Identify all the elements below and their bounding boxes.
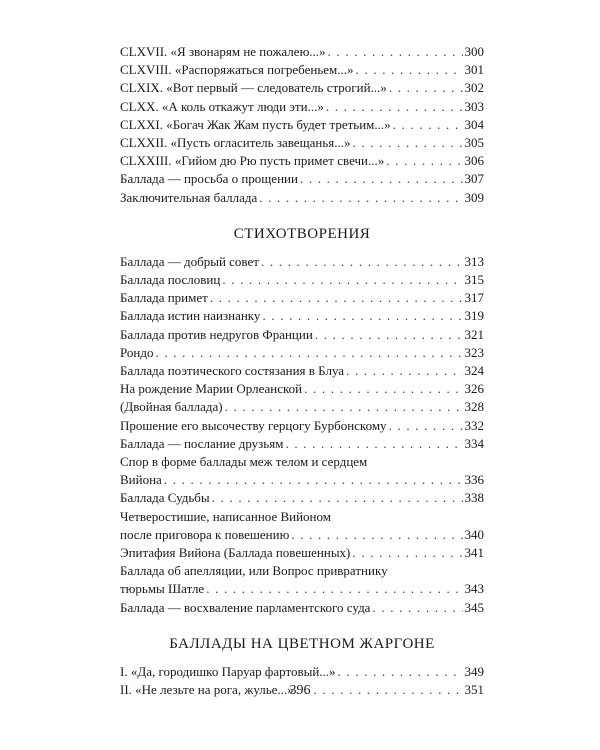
toc-entry-page: 349: [464, 663, 484, 679]
toc-entry-title: CLXX. «А коль откажут люди эти...»: [120, 98, 324, 114]
toc-entry-page: 341: [464, 545, 484, 561]
leader-dots: [164, 471, 463, 489]
toc-entry-page: 302: [464, 80, 484, 96]
toc-entry-page: 304: [464, 116, 484, 132]
toc-entry-title: тюрьмы Шатле: [120, 581, 205, 597]
toc-entry: [120, 344, 484, 362]
table-of-contents: [120, 43, 484, 699]
toc-entry-title: Баллада Судьбы: [120, 490, 210, 506]
toc-entry: [120, 663, 484, 681]
toc-entry-page: 317: [464, 290, 484, 306]
section-heading-jargon-ballads: БАЛЛАДЫ НА ЦВЕТНОМ ЖАРГОНЕ: [169, 635, 435, 652]
leader-dots: [261, 253, 463, 271]
toc-entry-title: CLXVII. «Я звонарям не пожалею...»: [120, 44, 326, 59]
toc-entry-page: 328: [464, 399, 484, 415]
toc-entry-page: 343: [464, 581, 484, 597]
leader-dots: [352, 544, 462, 562]
toc-entry-title: Баллада истин наизнанку: [120, 308, 261, 324]
leader-dots: [315, 326, 463, 344]
leader-dots: [291, 526, 462, 544]
toc-entry: [120, 435, 484, 453]
toc-entry-title-line1: Баллада об апелляции, или Вопрос привратнику: [120, 563, 388, 579]
toc-entry-page: 334: [464, 435, 484, 451]
leader-dots: [372, 599, 462, 617]
toc-group-poems: [120, 253, 484, 617]
toc-entry-page: 309: [464, 189, 484, 205]
toc-entry: [120, 79, 484, 97]
toc-entry: [120, 170, 484, 188]
toc-entry-title: (Двойная баллада): [120, 399, 223, 415]
leader-dots: [328, 43, 463, 61]
toc-entry: [120, 471, 484, 489]
toc-entry-page: 307: [464, 171, 484, 187]
leader-dots: [304, 380, 462, 398]
toc-entry-title: Заключительная баллада: [120, 189, 258, 205]
toc-entry-page: 319: [464, 308, 484, 324]
toc-entry-title: Вийона: [120, 472, 162, 488]
toc-entry-page: 323: [464, 344, 484, 360]
toc-entry-title: На рождение Марии Орлеанской: [120, 381, 303, 397]
toc-entry-page: 313: [464, 253, 484, 269]
leader-dots: [393, 116, 463, 134]
toc-entry-page: 338: [464, 490, 484, 506]
toc-entry-page: 324: [464, 363, 484, 379]
toc-entry-page: 340: [464, 526, 484, 542]
toc-entry-page: 345: [464, 599, 484, 615]
section-heading-poems: СТИХОТВОРЕНИЯ: [233, 225, 371, 242]
toc-entry-title: Баллада против недругов Франции: [120, 326, 313, 342]
toc-entry-title: CLXXII. «Пусть огласитель завещанья...»: [120, 135, 351, 151]
toc-entry: [120, 43, 484, 61]
leader-dots: [210, 289, 463, 307]
toc-entry: [120, 307, 484, 325]
toc-entry-title: после приговора к повешению: [120, 526, 290, 542]
toc-entry: [120, 326, 484, 344]
toc-entry: [120, 526, 484, 544]
toc-entry: [120, 489, 484, 507]
toc-entry-title: Баллада — просьба о прощении: [120, 171, 298, 187]
leader-dots: [352, 134, 462, 152]
toc-group-continued: [120, 43, 484, 207]
toc-entry-page: 315: [464, 272, 484, 288]
leader-dots: [389, 79, 463, 97]
leader-dots: [389, 417, 463, 435]
toc-entry: [120, 189, 484, 207]
toc-entry-page: 336: [464, 472, 484, 488]
toc-entry-page: 306: [464, 153, 484, 169]
toc-entry-page: 303: [464, 98, 484, 114]
leader-dots: [338, 663, 463, 681]
toc-entry-page: 321: [464, 326, 484, 342]
toc-entry-page: 305: [464, 135, 484, 151]
toc-entry-multiline: [120, 453, 484, 489]
toc-entry: [120, 417, 484, 435]
toc-entry: [120, 580, 484, 598]
toc-entry-title: Рондо: [120, 344, 154, 360]
toc-entry-title: Эпитафия Вийона (Баллада повешенных): [120, 545, 351, 561]
toc-entry: [120, 362, 484, 380]
leader-dots: [225, 398, 463, 416]
page-number: 396: [289, 683, 311, 698]
toc-entry-title: Баллада пословиц: [120, 272, 221, 288]
toc-entry: [120, 98, 484, 116]
toc-entry-page: 326: [464, 381, 484, 397]
leader-dots: [155, 344, 462, 362]
toc-entry: [120, 380, 484, 398]
leader-dots: [285, 435, 462, 453]
toc-entry-title: Баллада поэтического состязания в Блуа: [120, 363, 345, 379]
toc-entry-title-line1: Спор в форме баллады меж телом и сердцем: [120, 454, 368, 470]
toc-entry: [120, 116, 484, 134]
toc-entry-title: Баллада — послание друзьям: [120, 435, 284, 451]
toc-entry-multiline: [120, 508, 484, 544]
toc-entry: [120, 398, 484, 416]
toc-entry-title: CLXIX. «Вот первый — следователь строгий...»: [120, 80, 387, 96]
toc-entry: [120, 152, 484, 170]
toc-entry: [120, 134, 484, 152]
toc-entry-page: 301: [464, 62, 484, 78]
toc-entry-title: Баллада — восхваление парламентского суда: [120, 599, 371, 615]
toc-entry-title: CLXVIII. «Распоряжаться погребеньем...»: [120, 62, 354, 78]
leader-dots: [262, 307, 462, 325]
leader-dots: [222, 271, 462, 289]
toc-entry: [120, 544, 484, 562]
leader-dots: [300, 170, 463, 188]
toc-entry: [120, 61, 484, 79]
toc-entry-page: 332: [464, 417, 484, 433]
leader-dots: [386, 152, 462, 170]
toc-entry: [120, 289, 484, 307]
toc-entry-title: II. «Не лезьте на рога, жулье...»: [120, 682, 294, 698]
toc-entry-title: Баллада — добрый совет: [120, 253, 259, 269]
leader-dots: [346, 362, 462, 380]
leader-dots: [259, 189, 462, 207]
toc-entry: [120, 271, 484, 289]
toc-entry: [120, 253, 484, 271]
toc-entry-page: 351: [464, 682, 484, 698]
toc-entry-title: CLXXIII. «Гийом дю Рю пусть примет свечи...»: [120, 153, 385, 169]
leader-dots: [206, 580, 462, 598]
leader-dots: [212, 489, 463, 507]
toc-entry-page: 300: [464, 44, 484, 59]
toc-entry-multiline: [120, 562, 484, 598]
toc-entry-title: I. «Да, городишко Паруар фартовый...»: [120, 663, 336, 679]
toc-entry-title: Баллада примет: [120, 290, 208, 306]
leader-dots: [326, 98, 463, 116]
toc-entry-title: CLXXI. «Богач Жак Жам пусть будет третьим...»: [120, 116, 391, 132]
leader-dots: [356, 61, 463, 79]
toc-entry-title-line1: Четверостишие, написанное Вийоном: [120, 508, 331, 524]
toc-entry-title: Прошение его высочеству герцогу Бурбонскому: [120, 417, 387, 433]
toc-entry: [120, 599, 484, 617]
